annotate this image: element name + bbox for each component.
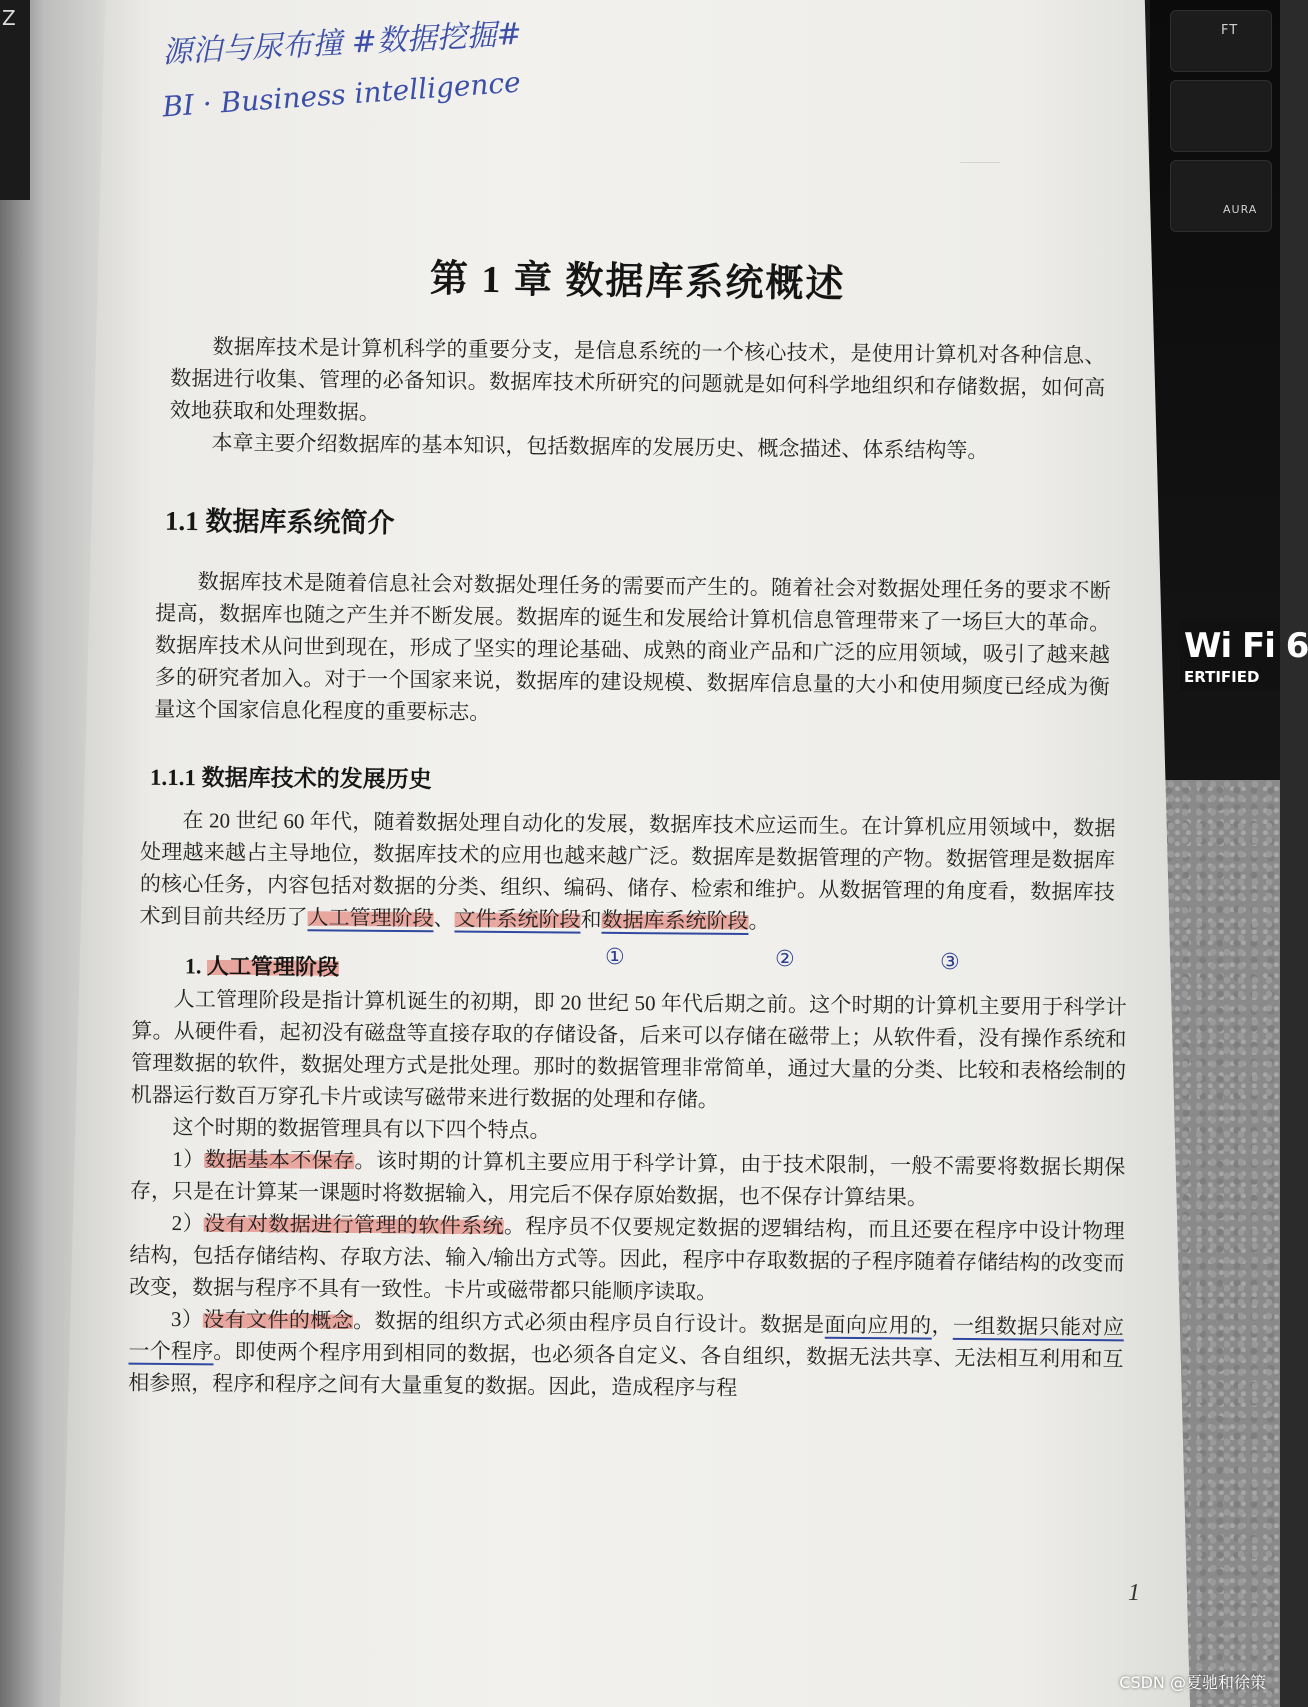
feature-3-text-c: 。即使两个程序用到相同的数据，也必须各自定义、各自组织，数据无法共享、无法相互利用和互相参照，程序和程序之间有大量重复的数据。因此，造成程序与程 (128, 1339, 1124, 1400)
highlight-stage-3: 数据库系统阶段 (601, 907, 749, 934)
stage-1-paragraph: 人工管理阶段是指计算机诞生的初期，即 20 世纪 50 年代后期之前。这个时期的计算机主要用于科学计算。从硬件看，起初没有磁盘等直接存取的存储设备，后来可以存储在磁带上；从软件看，没有操作系统和管理数据的软件，数据处理方式是批处理。那时的数据管理非常简单，通过大量的分类、比较和表格绘制的机器运行数百万穿孔卡片或读写磁带来进行数据的处理和存储。 (130, 987, 1127, 1112)
handwritten-note-1: 源泊与尿布撞 #数据挖掘# (161, 16, 523, 71)
features-intro: 这个时期的数据管理具有以下四个特点。 (172, 1115, 551, 1143)
stage-1-heading (185, 949, 339, 981)
highlight-stage-2: 文件系统阶段 (454, 906, 581, 932)
subsection-heading-1-1-1: 1.1.1 数据库技术的发展历史 (149, 764, 432, 793)
feature-2 (129, 1207, 1125, 1312)
feature-3-underline-2: 一组数据只能对应一个程序 (128, 1313, 1124, 1364)
stage-1-body (128, 983, 1127, 1408)
circled-mark-1: ① (605, 945, 625, 970)
feature-1-text: 。该时期的计算机主要应用于科学计算，由于技术限制，一般不需要将数据长期保存，只是在计算某一课题时将数据输入，用完后不保存原始数据，也不保存计算结果。 (129, 1148, 1126, 1210)
feature-2-highlight: 没有对数据进行管理的软件系统 (203, 1211, 505, 1238)
handwritten-note-2: BI · Business intelligence (161, 65, 522, 124)
feature-3-highlight: 没有文件的概念 (203, 1307, 354, 1333)
keyboard-key (1170, 10, 1272, 72)
wifi-certified-text: ERTIFIED (1184, 668, 1260, 686)
wifi-logo-text: Wi Fi 6 (1184, 626, 1308, 666)
history-lead-text: 在 20 世纪 60 年代，随着数据处理自动化的发展，数据库技术应运而生。在计算机应用领域中，数据处理越来越占主导地位，数据库技术的应用也越来越广泛。数据库是数据管理的产物。数据管理是数据库的核心任务，内容包括对数据的分类、组织、编码、储存、检索和维护。从数据管理的角度看，数据库技术到目前共经历了 (139, 808, 1116, 930)
history-end: 。 (748, 909, 770, 934)
intro-paragraph-1: 数据库技术是计算机科学的重要分支，是信息系统的一个核心技术，是使用计算机对各种信息、数据进行收集、管理的必备知识。数据库技术所研究的问题就是如何科学地组织和存储数据，如何高效地获取和处理数据。 (169, 334, 1106, 425)
background-corner (0, 0, 30, 200)
section-1-1-body (154, 565, 1111, 735)
keyboard-key (1170, 160, 1272, 232)
feature-2-number: 2） (171, 1211, 205, 1236)
bleed-through-text: —— (960, 150, 1000, 172)
circled-mark-3: ③ (940, 950, 960, 975)
separator-1: 、 (433, 906, 455, 931)
wifi6-sticker (1180, 620, 1308, 690)
page-number: 1 (1128, 1580, 1140, 1606)
history-paragraph (139, 804, 1115, 941)
chapter-title: 第 1 章 数据库系统概述 (429, 258, 846, 306)
corner-letter: Z (2, 6, 16, 30)
feature-3-text-a: 。数据的组织方式必须由程序员自行设计。数据是 (353, 1308, 825, 1337)
stage-1-heading-text: 人工管理阶段 (206, 953, 340, 980)
feature-1 (130, 1143, 1126, 1216)
keyboard-key (1170, 80, 1272, 152)
feature-3-text-b: ， (931, 1313, 954, 1338)
intro-paragraph-2: 本章主要介绍数据库的基本知识，包括数据库的发展历史、概念描述、体系结构等。 (211, 430, 989, 463)
subsection-1-1-1-body (139, 804, 1115, 941)
feature-1-highlight: 数据基本不保存 (204, 1147, 355, 1173)
key-label-aura: AURA (1223, 203, 1258, 216)
section-1-1-paragraph: 数据库技术是随着信息社会对数据处理任务的需要而产生的。随着社会对数据处理任务的要求不断提高，数据库也随之产生并不断发展。数据库的诞生和发展给计算机信息管理带来了一场巨大的革命。数据库技术从问世到现在，形成了坚实的理论基础、成熟的商业产品和广泛的应用领域，吸引了越来越多的研究者加入。对于一个国家来说，数据库的建设规模、数据库信息量的大小和使用频度已经成为衡量这个国家信息化程度的重要标志。 (154, 569, 1111, 725)
feature-3-number: 3） (170, 1307, 204, 1332)
chapter-intro (169, 330, 1105, 468)
feature-3 (128, 1303, 1124, 1408)
separator-2: 和 (580, 907, 602, 932)
circled-mark-2: ② (775, 947, 795, 972)
section-heading-1-1: 1.1 数据库系统简介 (164, 505, 395, 539)
feature-3-underline-1: 面向应用的 (824, 1312, 932, 1338)
stage-1-heading-number: 1. (184, 953, 202, 979)
feature-2-text: 。程序员不仅要规定数据的逻辑结构，而且还要在程序中设计物理结构，包括存储结构、存取方法、输入/输出方式等。因此，程序中存取数据的子程序随着存储结构的改变而改变，数据与程序不具有一致性。卡片或磁带都只能顺序读取。 (129, 1213, 1125, 1304)
highlight-stage-1: 人工管理阶段 (307, 905, 434, 931)
feature-1-number: 1） (172, 1147, 205, 1172)
key-label-ft: FT (1221, 23, 1239, 38)
csdn-watermark: CSDN @夏驰和徐策 (1119, 1673, 1266, 1692)
